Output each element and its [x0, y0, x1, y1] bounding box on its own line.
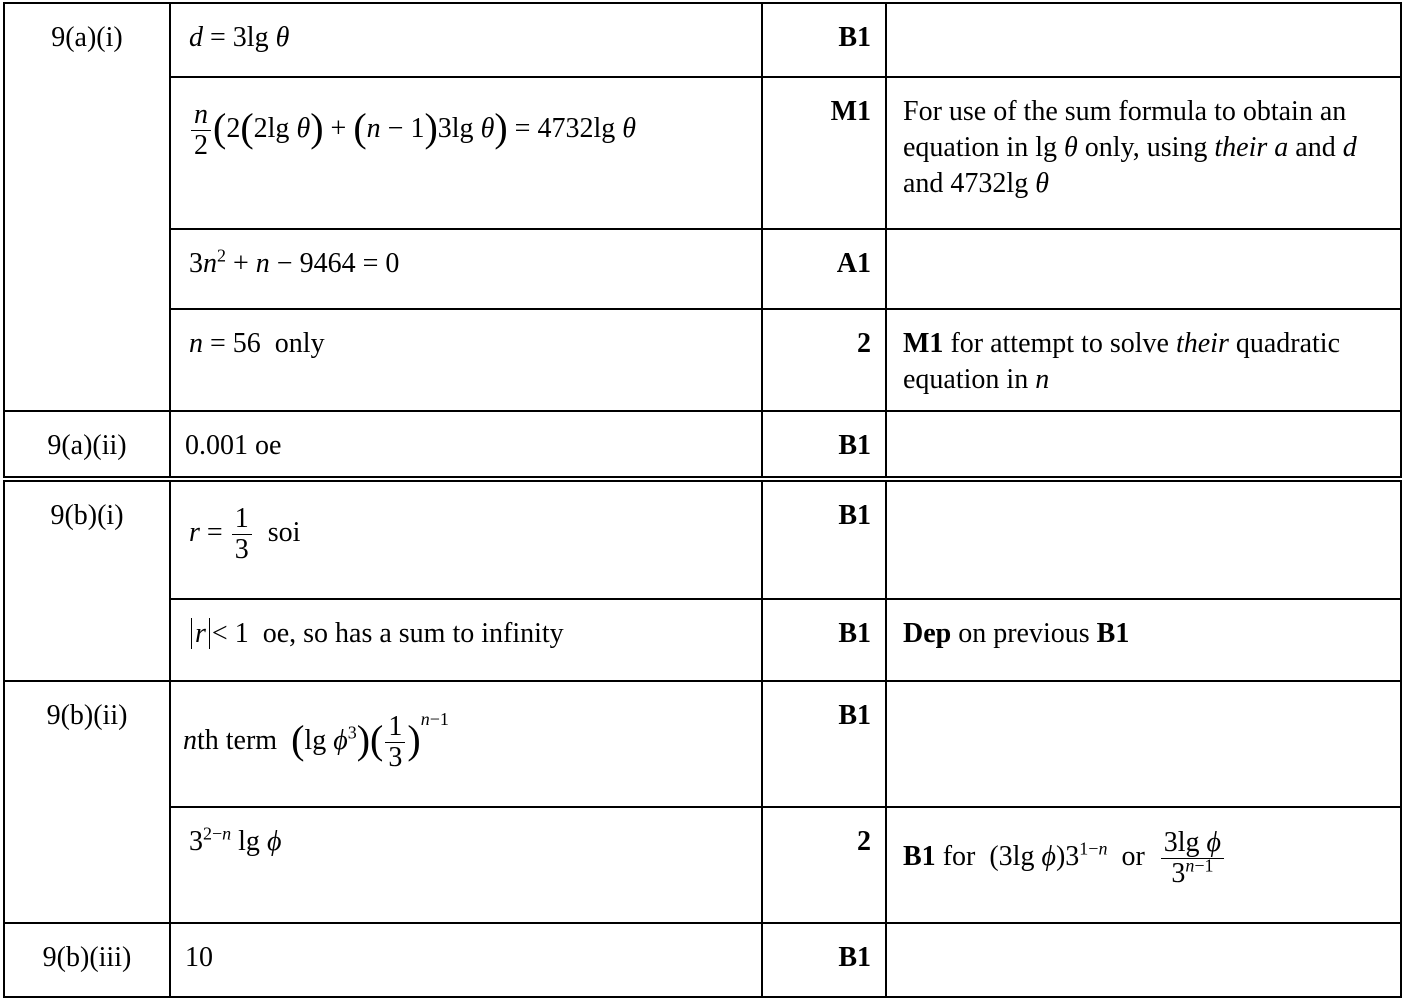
answer-cell: $\frac{n}{2}$ (2(2lg θ) + (n − 1)3lg θ) = 4732lg θ — [170, 77, 762, 229]
question-label: 9(b)(ii) — [4, 681, 170, 923]
fraction: $\frac{1}{3}$ — [232, 504, 252, 565]
question-label: 9(a)(ii) — [4, 411, 170, 477]
fraction: $\frac{1}{3}$ — [385, 712, 405, 773]
mark-cell: B1 — [762, 3, 886, 77]
answer-cell: 0.001 oe — [170, 411, 762, 477]
guidance-cell — [886, 411, 1401, 477]
guidance-cell — [886, 923, 1401, 997]
guidance-cell — [886, 481, 1401, 599]
table-row — [4, 923, 1401, 997]
table-row — [4, 3, 1401, 77]
answer-cell: $3^{2-n}$ lg ϕ — [170, 807, 762, 923]
guidance-cell — [886, 229, 1401, 309]
guidance-cell — [886, 681, 1401, 807]
table-row — [4, 77, 1401, 229]
answer-cell: d = 3lg θ — [170, 3, 762, 77]
guidance-cell: B1 for (3lg $\phi)3^{1-n}$ or $\frac{\text{3lg ϕ}}{3^{n-1}}$ — [886, 807, 1401, 923]
mark-cell: A1 — [762, 229, 886, 309]
answer-cell: r < 1 oe, so has a sum to infinity — [170, 599, 762, 681]
fraction: $\frac{n}{2}$ — [191, 100, 211, 161]
table-row — [4, 411, 1401, 477]
question-label: 9(b)(iii) — [4, 923, 170, 997]
mark-cell: 2 — [762, 309, 886, 411]
mark-cell: M1 — [762, 77, 886, 229]
answer-cell: $3n^2 + n - 9464 = 0$ — [170, 229, 762, 309]
mark-scheme-table-b — [3, 480, 1402, 998]
table-row — [4, 309, 1401, 411]
table-row — [4, 681, 1401, 807]
guidance-cell — [886, 3, 1401, 77]
mark-cell: B1 — [762, 599, 886, 681]
mark-cell: B1 — [762, 481, 886, 599]
table-row — [4, 481, 1401, 599]
mark-cell: B1 — [762, 923, 886, 997]
answer-cell: n = 56 only — [170, 309, 762, 411]
question-label: 9(b)(i) — [4, 481, 170, 681]
answer-cell: nth term (lg $\phi^3$)( $\frac{1}{3}$ )$^{n-1}$ — [170, 681, 762, 807]
answer-cell: 10 — [170, 923, 762, 997]
mark-cell: 2 — [762, 807, 886, 923]
guidance-cell: For use of the sum formula to obtain an equation in lg θ only, using their a and d and 4732lg θ — [886, 77, 1401, 229]
question-label: 9(a)(i) — [4, 3, 170, 411]
answer-cell: r = $\frac{1}{3}$ soi — [170, 481, 762, 599]
table-row — [4, 807, 1401, 923]
table-row — [4, 229, 1401, 309]
guidance-cell: M1 for attempt to solve their quadratic equation in n — [886, 309, 1401, 411]
mark-cell: B1 — [762, 681, 886, 807]
table-row — [4, 599, 1401, 681]
guidance-cell: Dep on previous B1 — [886, 599, 1401, 681]
mark-cell: B1 — [762, 411, 886, 477]
mark-scheme-table-a — [3, 2, 1402, 478]
fraction: $\frac{\text{3lg ϕ}}{3^{n-1}}$ — [1161, 828, 1224, 889]
